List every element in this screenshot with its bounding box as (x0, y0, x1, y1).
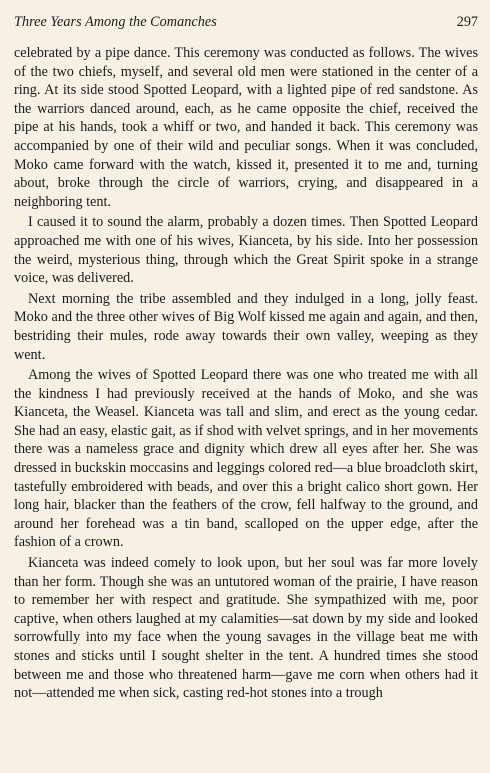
page-number: 297 (456, 14, 478, 30)
running-title: Three Years Among the Comanches (14, 14, 217, 30)
paragraph-alarm: I caused it to sound the alarm, probably a dozen times. Then Spotted Leopard approached me with one of his wives, Kianceta, by his side. Into her possession the weird, mysterious thing, through which the Great Spirit spoke in a strange voice, was delivered. (14, 214, 478, 287)
running-head (14, 14, 478, 38)
body-text (14, 44, 478, 703)
paragraph-feast: Next morning the tribe assembled and they indulged in a long, jolly feast. Moko and the three other wives of Big Wolf kissed me again and again, and then, bestriding their mules, rode away towards their own valley, weeping as they went. (14, 290, 478, 363)
paragraph-kianceta-kindness: Kianceta was indeed comely to look upon, but her soul was far more lovely than her form. Though she was an untutored woman of the prairie, I have reason to remember her with respect and gratitude. She sympathized with me, poor captive, when others laughed at my calamities—sat down by my side and looked sorrowfully into my face when the young savages in the village beat me with stones and sticks until I sought shelter in the tent. A hundred times she stood between me and those who threatened harm—gave me corn when others had it not—attended me when sick, casting red-hot stones into a trough (14, 555, 478, 702)
paragraph-pipe-dance: celebrated by a pipe dance. This ceremony was conducted as follows. The wives of the two chiefs, myself, and several old men were stationed in the center of a ring. At its side stood Spotted Leopard, with a lighted pipe of red sandstone. As the warriors danced around, each, as he came opposite the chief, received the pipe at his hands, took a whiff or two, and handed it back. This ceremony was accompanied by one of their wild and peculiar songs. When it was concluded, Moko came forward with the watch, kissed it, presented it to me and, turning about, broke through the circle of warriors, crying, and disappeared in a neighboring tent. (14, 45, 478, 210)
paragraph-kianceta-description: Among the wives of Spotted Leopard there was one who treated me with all the kindness I had previously received at the hands of Moko, and she was Kianceta, the Weasel. Kianceta was tall and slim, and erect as the young cedar. She had an easy, elastic gait, as if shod with velvet springs, and in her movements there was a nameless grace and dignity which drew all eyes after her. She was dressed in buckskin moccasins and leggings colored red—a blue broadcloth skirt, tastefully embroidered with beads, and over this a bright calico short gown. Her long hair, blacker than the feathers of the crow, fell halfway to the ground, and around her forehead was a tin band, scalloped on the upper edge, after the fashion of a crown. (14, 367, 479, 551)
